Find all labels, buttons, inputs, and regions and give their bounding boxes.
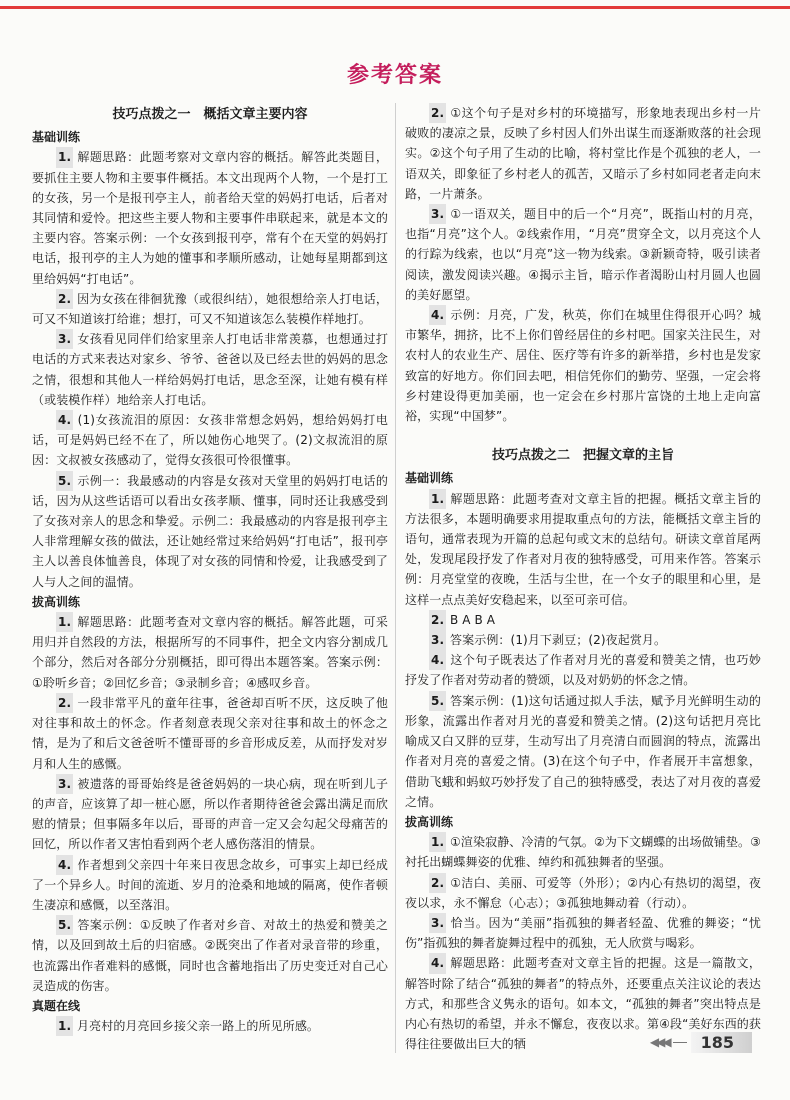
answer-number: 2. xyxy=(429,103,446,123)
answer-text: 解题思路：此题考查对文章内容的概括。解答此题，可采用归并自然段的方法，根据所写的不同事件，把全文内容分割成几个部分，然后对各部分分别概括，即可得出本题答案。答案示例：①聆听乡音；②回忆乡音；③录制乡音；④感叹乡音。 xyxy=(32,615,388,690)
top-rule xyxy=(0,6,790,9)
answer-item xyxy=(405,913,761,953)
page-header xyxy=(0,58,790,89)
arrow-decoration-icon: ◀◀◀ xyxy=(649,1035,669,1049)
answer-item xyxy=(32,1016,388,1036)
answer-number: 3. xyxy=(429,913,446,933)
answer-item xyxy=(32,410,388,471)
answer-number: 4. xyxy=(429,650,446,670)
answer-text: 解题思路：此题考查对文章主旨的把握。概括文章主旨的方法很多，本题明确要求用提取重点句的方法，能概括文章主旨的语句，通常表现为开篇的总起句或文末的总结句。研读文章首尾两处，发现尾段抒发了作者对月夜的独特感受，可用来作答。答案示例：月亮堂堂的夜晚，生活与尘世，在一个女子的眼里和心里，是这样一点点美好安稳起来，以至可亲可信。 xyxy=(405,491,761,607)
subsection-real-exam: 真题在线 xyxy=(32,998,81,1013)
answer-item xyxy=(32,774,388,855)
answer-item xyxy=(32,471,388,592)
answer-number: 5. xyxy=(56,471,73,491)
column-divider xyxy=(395,103,396,1053)
answer-item xyxy=(32,289,388,329)
section-title-2: 技巧点拨之二 把握文章的主旨 xyxy=(491,448,674,464)
answer-item xyxy=(405,873,761,913)
answer-number: 2. xyxy=(56,693,73,713)
answer-number: 4. xyxy=(56,410,73,430)
answer-number: 5. xyxy=(56,915,73,935)
answer-number: 3. xyxy=(429,630,446,650)
answer-item xyxy=(32,693,388,774)
section-title-1: 技巧点拨之一 概括文章主要内容 xyxy=(112,107,308,122)
answer-text: B A B A xyxy=(450,612,496,627)
answer-number: 1. xyxy=(56,147,73,167)
answer-text: (1)女孩流泪的原因：女孩非常想念妈妈，想给妈妈打电话，可是妈妈已经不在了，所以她伤心地哭了。(2)文叔流泪的原因：文叔被女孩感动了，觉得女孩很可怜很懂事。 xyxy=(32,413,388,468)
answer-item xyxy=(405,630,761,650)
answer-text: 恰当。因为“美丽”指孤独的舞者轻盈、优雅的舞姿；“忧伤”指孤独的舞者旋舞过程中的孤独，无人欣赏与喝彩。 xyxy=(405,915,761,951)
answer-text: 答案示例：(1)这句话通过拟人手法，赋予月光鲜明生动的形象，流露出作者对月光的喜爱和赞美之情。(2)这句话把月亮比喻成又白又胖的豆芽，生动写出了月亮清白而圆润的特点，流露出作者对月亮的喜爱之情。(3)在这个句子中，作者展开丰富想象，借助飞蛾和蚂蚁巧妙抒发了自己的独特感受，表达了对月夜的喜爱之情。 xyxy=(405,693,761,809)
answer-number: 1. xyxy=(429,832,446,852)
answer-number: 5. xyxy=(429,691,446,711)
answer-number: 2. xyxy=(56,289,73,309)
page-footer xyxy=(650,1030,752,1054)
answer-number: 2. xyxy=(429,610,446,630)
answer-number: 2. xyxy=(429,873,446,893)
answer-list xyxy=(405,832,761,1053)
answer-text: 女孩看见同伴们给家里亲人打电话非常羡慕，也想通过打电话的方式来表达对家乡、爷爷、爸爸以及已经去世的妈妈的思念之情，很想和其他人一样给妈妈打电话，思念至深，让她有模有样（或装模作样）地给亲人打电话。 xyxy=(32,332,388,407)
answer-list xyxy=(32,1016,388,1036)
answer-item xyxy=(32,612,388,693)
answer-list xyxy=(405,103,761,426)
answer-text: 一段非常平凡的童年往事，爸爸却百听不厌，这反映了他对往事和故土的怀念。作者刻意表现父亲对往事和故土的怀念之情，是为了和后文爸爸听不懂哥哥的乡音形成反差，从而抒发对岁月和人生的感慨。 xyxy=(32,695,388,771)
answer-text: 作者想到父亲四十年来日夜思念故乡，可事实上却已经成了一个异乡人。时间的流逝、岁月的沧桑和地域的隔离，使作者顿生凄凉和感慨，以至落泪。 xyxy=(32,857,388,912)
answer-text: 示例：月亮，广发，秋英，你们在城里住得很开心吗？城市繁华，拥挤，比不上你们曾经居住的乡村吧。国家关注民生，对农村人的农业生产、居住、医疗等有许多的新举措，乡村也是发家致富的好地方。你们回去吧，相信凭你们的勤劳、坚强，一定会将乡村建设得更加美丽，也一定会在乡村那片富饶的土地上走向富裕，实现“中国梦”。 xyxy=(405,308,761,424)
answer-item xyxy=(405,305,761,426)
answer-item xyxy=(405,832,761,872)
answer-item xyxy=(405,691,761,812)
answer-item xyxy=(405,103,761,204)
answer-text: 解题思路：此题考察对文章内容的概括。解答此类题目，要抓住主要人物和主要事件概括。本文出现两个人物，一个是打工的女孩，另一个是报刊亭主人，前者给天堂的妈妈打电话，后者对其同情和爱怜。把这些主要人物和主要事件串联起来，就是本文的主要内容。答案示例：一个女孩到报刊亭，常有个在天堂的妈妈打电话，报刊亭的主人为她的懂事和孝顺所感动，让她每星期都到这里给妈妈“打电话”。 xyxy=(32,150,388,286)
answer-text: 月亮村的月亮回乡接父亲一路上的所见所感。 xyxy=(77,1019,320,1034)
answer-list xyxy=(32,612,388,996)
answer-item xyxy=(32,329,388,410)
answer-text: 这个句子既表达了作者对月光的喜爱和赞美之情，也巧妙抒发了作者对劳动者的赞颂，以及对奶奶的怀念之情。 xyxy=(405,653,761,688)
answer-text: ①渲染寂静、冷清的气氛。②为下文蝴蝶的出场做铺垫。③衬托出蝴蝶舞姿的优雅、绰约和孤独舞者的坚强。 xyxy=(405,835,761,870)
answer-number: 4. xyxy=(429,953,446,973)
answer-item xyxy=(32,915,388,996)
answer-text: ①一语双关，题目中的后一个“月亮”，既指山村的月亮，也指“月亮”这个人。②线索作用，“月亮”贯穿全文，以月亮这个人的行踪为线索，也以“月亮”这一物为线索。③新颖奇特，吸引读者阅读，激发阅读兴趣。④揭示主旨，暗示作者渴盼山村月圆人也圆的美好愿望。 xyxy=(405,207,761,302)
answer-number: 3. xyxy=(429,204,446,224)
answer-number: 1. xyxy=(56,1016,73,1036)
answer-text: ①洁白、美丽、可爱等（外形）；②内心有热切的渴望，夜夜以求，永不懈怠（心志）；③孤独地舞动着（行动）。 xyxy=(405,875,761,910)
subsection-advanced: 拔高训练 xyxy=(32,594,81,609)
answer-number: 4. xyxy=(56,855,73,875)
subsection-basic: 基础训练 xyxy=(405,471,454,486)
answer-text: 示例一：我最感动的内容是女孩对天堂里的妈妈打电话的话，因为从这些话语可以看出女孩孝顺、懂事，同时还让我感受到了女孩对亲人的思念和挚爱。示例二：我最感动的内容是报刊亭主人非常理解女孩的做法，还让她经常过来给妈妈“打电话”，报刊亭主人以善良体恤善良，体现了对女孩的同情和怜爱，让我感受到了人与人之间的温情。 xyxy=(32,473,388,589)
answer-text: ①这个句子是对乡村的环境描写，形象地表现出乡村一片破败的凄凉之景，反映了乡村因人们外出谋生而逐渐败落的社会现实。②这个句子用了生动的比喻，将村堂比作是个孤独的老人，一语双关，即象征了乡村老人的孤苦，又暗示了乡村如同老者走向末路，一片萧条。 xyxy=(405,106,761,201)
subsection-advanced: 拔高训练 xyxy=(405,814,454,829)
answer-number: 1. xyxy=(429,489,446,509)
answer-item xyxy=(32,147,388,288)
answer-text: 答案示例：(1)月下剥豆；(2)夜起赏月。 xyxy=(450,633,667,648)
answer-item xyxy=(405,650,761,690)
answer-text: 解题思路：此题考查对文章主旨的把握。这是一篇散文，解答时除了结合“孤独的舞者”的特点外，还要重点关注议论的表达方式，和那些含义隽永的语句。如本文，“孤独的舞者”突出特点是内心有热切的希望，并永不懈怠，夜夜以求。第④段“美好东西的获得往往要做出巨大的牺 xyxy=(405,956,761,1052)
page-title: 参考答案 xyxy=(346,63,443,88)
answer-item xyxy=(405,610,761,630)
answer-item xyxy=(405,489,761,610)
page-number: 185 xyxy=(691,1032,752,1053)
subsection-basic: 基础训练 xyxy=(32,130,81,145)
answer-list xyxy=(405,489,761,812)
arrow-line xyxy=(673,1042,687,1043)
answer-list xyxy=(32,147,388,591)
answer-number: 3. xyxy=(56,774,73,794)
section-gap xyxy=(405,426,761,444)
answer-item xyxy=(32,855,388,916)
answer-number: 1. xyxy=(56,612,73,632)
answer-text: 被遗落的哥哥始终是爸爸妈妈的一块心病，现在听到儿子的声音，应该算了却一桩心愿，所以作者期待爸爸会露出满足而欣慰的情景；但事隔多年以后，哥哥的声音一定又会勾起父母痛苦的回忆，所以作者又害怕看到两个老人感伤落泪的情景。 xyxy=(32,776,388,852)
answer-number: 4. xyxy=(429,305,446,325)
left-column xyxy=(32,103,388,1053)
answer-item xyxy=(405,204,761,305)
answer-text: 因为女孩在徘徊犹豫（或很纠结），她很想给亲人打电话，可又不知道该打给谁；想打，可又不知道该怎么装模作样地打。 xyxy=(32,291,388,327)
right-column xyxy=(405,103,761,1053)
answer-text: 答案示例：①反映了作者对乡音、对故土的热爱和赞美之情，以及回到故土后的归宿感。②既突出了作者对录音带的珍重，也流露出作者难料的感慨，同时也含蓄地指出了历史变迁对自己心灵造成的伤害。 xyxy=(32,918,388,993)
answer-number: 3. xyxy=(56,329,73,349)
